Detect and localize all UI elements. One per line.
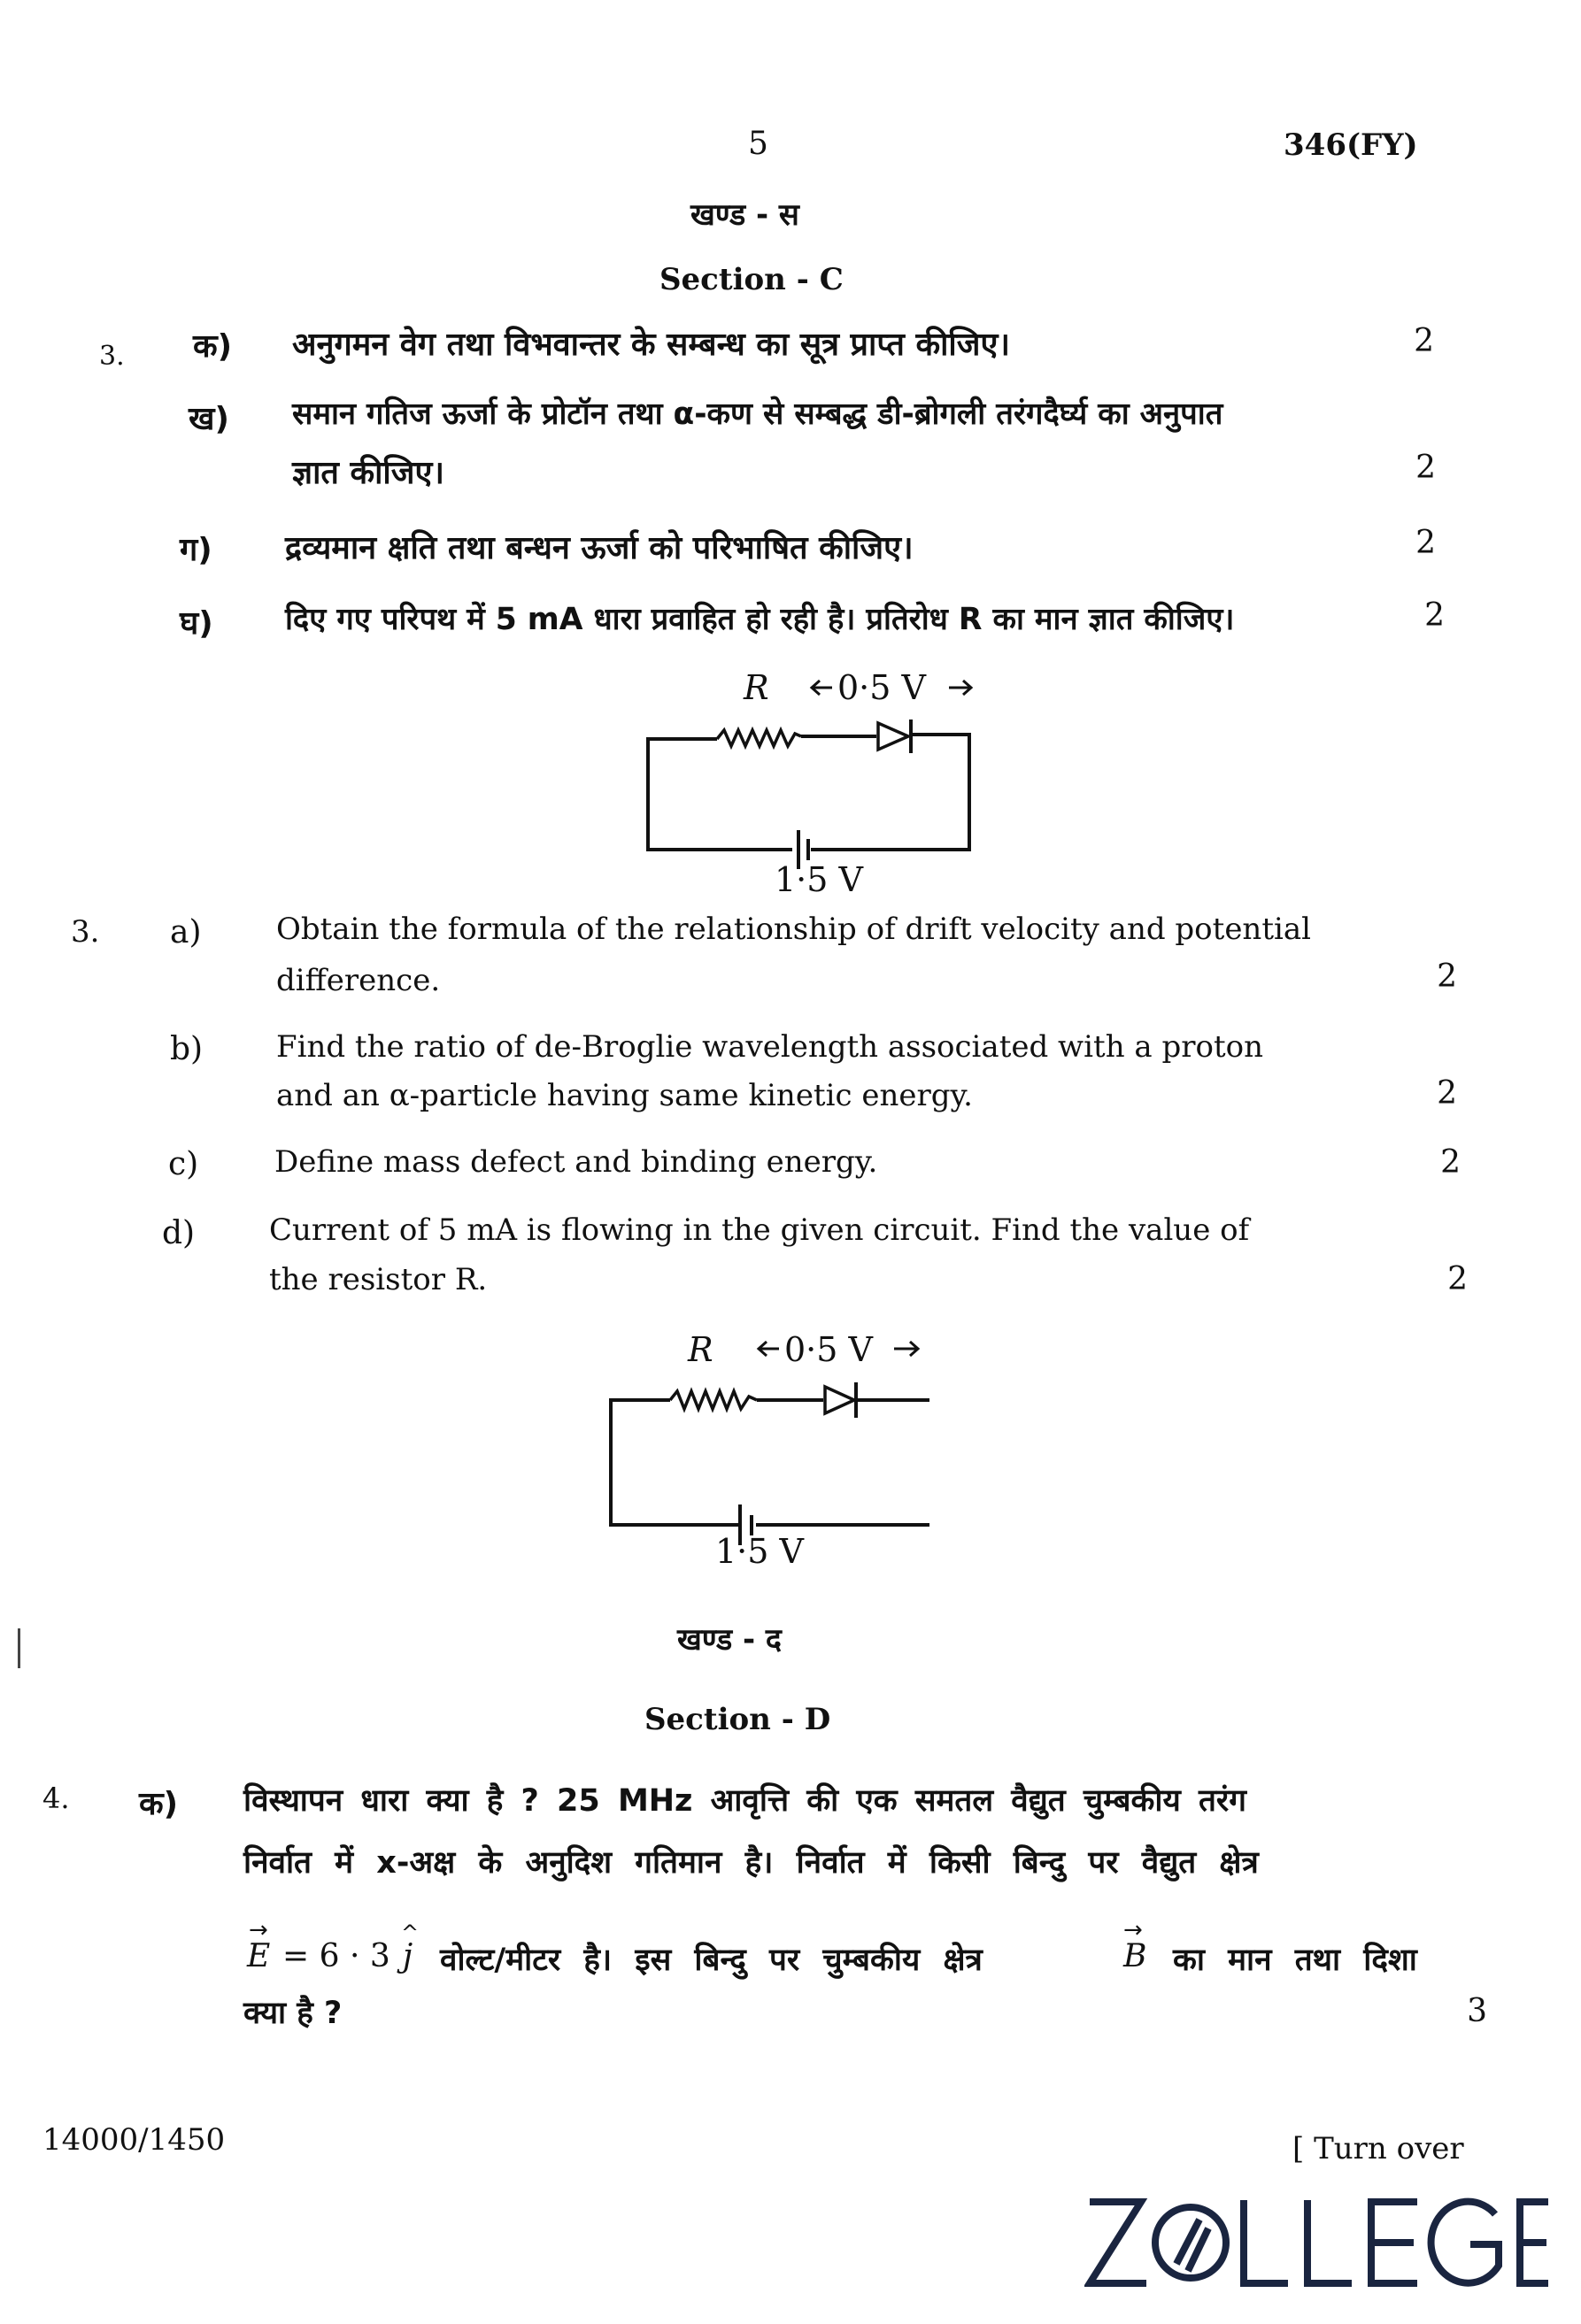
item-text: क्या है ? bbox=[243, 1996, 343, 2031]
item-label: ग) bbox=[180, 532, 212, 568]
item-label: क) bbox=[193, 328, 233, 365]
item-marks: 3 bbox=[1467, 1993, 1487, 2029]
item-text: द्रव्यमान क्षति तथा बन्धन ऊर्जा को परिभाषित कीजिए। bbox=[285, 530, 914, 566]
resistor-label: R bbox=[688, 1330, 713, 1369]
equation-value: = 6 · 3 bbox=[282, 1938, 390, 1974]
zollege-logo-graphic bbox=[1084, 2195, 1554, 2292]
item-text: Define mass defect and binding energy. bbox=[274, 1144, 878, 1180]
item-label: क) bbox=[139, 1786, 179, 1822]
item-marks: 2 bbox=[1414, 323, 1434, 359]
vector-arrow-icon: → bbox=[249, 1917, 268, 1943]
section-d-title: Section - D bbox=[644, 1702, 831, 1737]
item-marks: 2 bbox=[1415, 450, 1436, 486]
item-marks: 2 bbox=[1437, 958, 1457, 995]
electric-field-vector bbox=[243, 1912, 279, 1982]
item-label: c) bbox=[168, 1146, 199, 1182]
item-text: निर्वात में x-अक्ष के अनुदिश गतिमान है। निर्वात में किसी बिन्दु पर वैद्युत क्षेत्र bbox=[243, 1845, 1259, 1881]
magnetic-field-vector bbox=[1120, 1912, 1155, 1982]
section-d-hindi-title: खण्ड - द bbox=[677, 1622, 782, 1658]
hat-icon: ^ bbox=[401, 1920, 420, 1945]
item-text: दिए गए परिपथ में 5 mA धारा प्रवाहित हो रही है। प्रतिरोध R का मान ज्ञात कीजिए। bbox=[285, 602, 1235, 637]
e-symbol: E bbox=[247, 1938, 271, 1974]
item-text: अनुगमन वेग तथा विभवान्तर के सम्बन्ध का सूत्र प्राप्त कीजिए। bbox=[292, 327, 1011, 363]
item-label: घ) bbox=[180, 605, 213, 642]
item-text: Find the ratio of de-Broglie wavelength associated with a proton bbox=[276, 1029, 1263, 1065]
formula-tail: का मान तथा दिशा bbox=[1173, 1943, 1417, 1978]
item-text: difference. bbox=[276, 963, 441, 998]
item-text: ज्ञात कीजिए। bbox=[292, 455, 445, 491]
diode-voltage-label: 0·5 V bbox=[837, 668, 926, 707]
diode-icon bbox=[825, 1382, 875, 1418]
voltage-arrow-left-icon bbox=[812, 681, 832, 695]
item-text: and an α-particle having same kinetic energy. bbox=[276, 1078, 973, 1113]
diode-icon bbox=[878, 720, 929, 753]
item-label: b) bbox=[170, 1031, 204, 1067]
page-number: 5 bbox=[748, 126, 768, 162]
question-number-4: 4. bbox=[42, 1781, 70, 1815]
circuit-wires bbox=[611, 1400, 929, 1525]
scan-margin-line bbox=[18, 1628, 20, 1668]
voltage-arrow-right-icon bbox=[949, 681, 971, 695]
item-marks: 2 bbox=[1424, 597, 1445, 634]
battery-voltage-label: 1·5 V bbox=[715, 1532, 804, 1566]
item-marks: 2 bbox=[1437, 1075, 1457, 1112]
resistor-icon bbox=[670, 1391, 757, 1409]
item-label: d) bbox=[162, 1215, 196, 1251]
item-marks: 2 bbox=[1415, 525, 1436, 561]
vector-arrow-icon: → bbox=[1123, 1917, 1143, 1943]
circuit-diagram-english bbox=[584, 1319, 929, 1566]
item-text: the resistor R. bbox=[269, 1262, 488, 1297]
section-c-hindi-title: खण्ड - स bbox=[690, 197, 799, 233]
zollege-logo bbox=[1084, 2195, 1554, 2292]
unit-vector-j bbox=[396, 1912, 422, 1982]
item-text: विस्थापन धारा क्या है ? 25 MHz आवृत्ति की एक समतल वैद्युत चुम्बकीय तरंग bbox=[243, 1783, 1246, 1819]
item-text: समान गतिज ऊर्जा के प्रोटॉन तथा α-कण से सम्बद्ध डी-ब्रोगली तरंगदैर्घ्य का अनुपात bbox=[292, 396, 1223, 432]
item-label: a) bbox=[170, 914, 202, 950]
item-text: Obtain the formula of the relationship of drift velocity and potential bbox=[276, 912, 1312, 947]
diode-voltage-label: 0·5 V bbox=[784, 1330, 873, 1369]
resistor-label: R bbox=[744, 668, 769, 707]
footer-code: 14000/1450 bbox=[42, 2122, 226, 2158]
section-c-title: Section - C bbox=[659, 262, 844, 297]
voltage-arrow-left-icon bbox=[759, 1342, 779, 1356]
item-label: ख) bbox=[189, 401, 229, 437]
j-symbol: j bbox=[403, 1938, 413, 1974]
item-marks: 2 bbox=[1447, 1261, 1468, 1297]
b-symbol: B bbox=[1123, 1938, 1147, 1974]
formula-text: वोल्ट/मीटर है। इस बिन्दु पर चुम्बकीय क्षेत्र bbox=[440, 1943, 983, 1978]
circuit-wires bbox=[648, 735, 969, 850]
paper-code: 346(FY) bbox=[1284, 127, 1418, 163]
question-number-english-3: 3. bbox=[71, 914, 100, 950]
question-number-hindi-3: 3. bbox=[99, 341, 125, 372]
voltage-arrow-right-icon bbox=[894, 1342, 918, 1356]
battery-voltage-label: 1·5 V bbox=[775, 860, 863, 894]
item-text: Current of 5 mA is flowing in the given circuit. Find the value of bbox=[269, 1212, 1250, 1248]
resistor-icon bbox=[717, 730, 801, 746]
item-marks: 2 bbox=[1440, 1144, 1461, 1181]
turn-over-label: [ Turn over bbox=[1292, 2131, 1464, 2166]
circuit-diagram-hindi bbox=[637, 659, 983, 894]
